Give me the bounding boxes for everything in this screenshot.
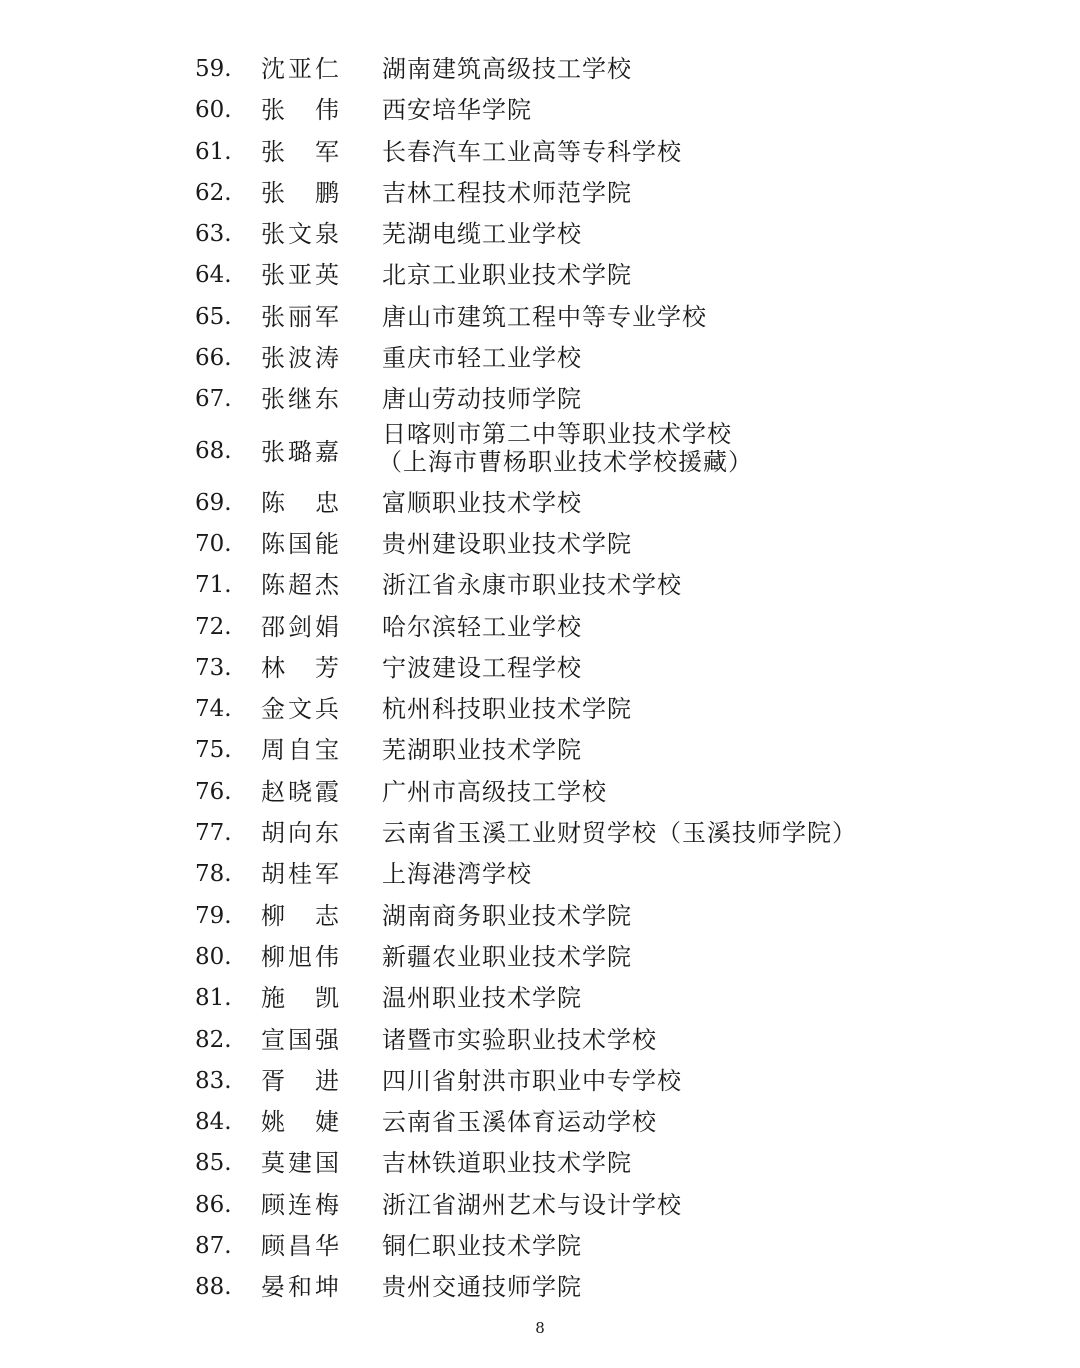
entry-number: 67.	[195, 386, 232, 413]
school-name: 北京工业职业技术学院	[382, 261, 632, 290]
school-name: 唐山劳动技师学院	[382, 385, 582, 414]
school-name: 杭州科技职业技术学院	[382, 695, 632, 724]
person-name: 陈超杰	[261, 571, 339, 600]
school-name: 西安培华学院	[382, 96, 532, 125]
list-item	[0, 1225, 1080, 1266]
list-item	[0, 482, 1080, 523]
person-name: 周自宝	[261, 736, 339, 765]
person-name: 邵剑娟	[261, 612, 339, 641]
entry-number: 83.	[195, 1067, 232, 1094]
list-item	[0, 378, 1080, 419]
entry-number: 64.	[195, 262, 232, 289]
person-name: 顾连梅	[261, 1190, 339, 1219]
school-name: 湖南商务职业技术学院	[382, 901, 632, 930]
list-item	[0, 172, 1080, 213]
list-item	[0, 1142, 1080, 1183]
page-number: 8	[535, 1319, 545, 1337]
entry-number: 60.	[195, 97, 232, 124]
list-item	[0, 1101, 1080, 1142]
school-name: 吉林铁道职业技术学院	[382, 1149, 632, 1178]
list-item	[0, 48, 1080, 89]
school-name: 芜湖电缆工业学校	[382, 220, 582, 249]
list-item	[0, 936, 1080, 977]
list-item	[0, 89, 1080, 130]
entry-number: 68.	[195, 437, 232, 464]
list-item	[0, 1184, 1080, 1225]
entry-number: 66.	[195, 345, 232, 372]
school-name: 芜湖职业技术学院	[382, 736, 582, 765]
list-item	[0, 523, 1080, 564]
entry-number: 86.	[195, 1191, 232, 1218]
list-item	[0, 337, 1080, 378]
person-name: 柳志	[261, 901, 339, 930]
list-item	[0, 771, 1080, 812]
entry-number: 82.	[195, 1026, 232, 1053]
person-name: 莫建国	[261, 1149, 339, 1178]
school-name: 重庆市轻工业学校	[382, 344, 582, 373]
school-name-main: 日喀则市第二中等职业技术学校	[382, 419, 732, 448]
school-name: 唐山市建筑工程中等专业学校	[382, 302, 707, 331]
person-name: 姚婕	[261, 1108, 339, 1137]
person-name: 张波涛	[261, 344, 339, 373]
list-item	[0, 296, 1080, 337]
entry-number: 87.	[195, 1233, 232, 1260]
school-name: 哈尔滨轻工业学校	[382, 612, 582, 641]
list-item	[0, 564, 1080, 605]
entry-number: 73.	[195, 654, 232, 681]
person-name: 金文兵	[261, 695, 339, 724]
entry-number: 77.	[195, 820, 232, 847]
school-name: 浙江省永康市职业技术学校	[382, 571, 682, 600]
person-name: 张璐嘉	[261, 437, 339, 466]
entry-number: 78.	[195, 861, 232, 888]
list-item	[0, 647, 1080, 688]
school-name: 云南省玉溪体育运动学校	[382, 1108, 657, 1137]
list-item	[0, 729, 1080, 770]
school-name: 温州职业技术学院	[382, 984, 582, 1013]
list-item	[0, 1060, 1080, 1101]
list-item	[0, 1019, 1080, 1060]
person-name: 张军	[261, 137, 339, 166]
school-name: 四川省射洪市职业中专学校	[382, 1066, 682, 1095]
person-name: 张亚英	[261, 261, 339, 290]
person-name: 张继东	[261, 385, 339, 414]
person-name: 林芳	[261, 653, 339, 682]
list-item	[0, 254, 1080, 295]
entry-number: 65.	[195, 303, 232, 330]
school-name: 上海港湾学校	[382, 860, 532, 889]
school-name: 吉林工程技术师范学院	[382, 178, 632, 207]
person-name: 胥进	[261, 1066, 339, 1095]
person-name: 张伟	[261, 96, 339, 125]
list-item	[0, 812, 1080, 853]
entry-number: 75.	[195, 737, 232, 764]
person-name: 顾昌华	[261, 1232, 339, 1261]
school-name: 宁波建设工程学校	[382, 653, 582, 682]
entry-number: 76.	[195, 778, 232, 805]
list-item	[0, 1266, 1080, 1307]
list-item	[0, 977, 1080, 1018]
person-name: 晏和坤	[261, 1273, 339, 1302]
entry-number: 63.	[195, 221, 232, 248]
entry-number: 80.	[195, 943, 232, 970]
entry-number: 72.	[195, 613, 232, 640]
person-name: 施凯	[261, 984, 339, 1013]
entry-number: 69.	[195, 489, 232, 516]
school-name: 广州市高级技工学校	[382, 777, 607, 806]
list-item	[0, 853, 1080, 894]
person-name: 张文泉	[261, 220, 339, 249]
school-name: 铜仁职业技术学院	[382, 1232, 582, 1261]
school-name: 长春汽车工业高等专科学校	[382, 137, 682, 166]
school-name: 湖南建筑高级技工学校	[382, 55, 632, 83]
person-name: 张丽军	[261, 302, 339, 331]
school-name	[378, 419, 942, 476]
person-name: 陈忠	[261, 488, 339, 517]
name-list	[0, 48, 1080, 1308]
person-name: 胡向东	[261, 819, 339, 848]
list-item	[0, 688, 1080, 729]
person-name: 陈国能	[261, 529, 339, 558]
school-name-note: （上海市曹杨职业技术学校援藏）	[378, 447, 753, 476]
entry-number: 70.	[195, 530, 232, 557]
list-item	[0, 895, 1080, 936]
list-item	[0, 420, 1080, 482]
entry-number: 81.	[195, 985, 232, 1012]
school-name: 浙江省湖州艺术与设计学校	[382, 1190, 682, 1219]
school-name: 云南省玉溪工业财贸学校（玉溪技师学院）	[382, 819, 857, 848]
entry-number: 59.	[195, 56, 232, 82]
person-name: 张鹏	[261, 178, 339, 207]
school-name: 贵州交通技师学院	[382, 1273, 582, 1302]
entry-number: 88.	[195, 1274, 232, 1301]
entry-number: 84.	[195, 1109, 232, 1136]
list-item	[0, 131, 1080, 172]
list-item	[0, 606, 1080, 647]
entry-number: 62.	[195, 179, 232, 206]
person-name: 赵晓霞	[261, 777, 339, 806]
person-name: 沈亚仁	[261, 55, 339, 83]
entry-number: 71.	[195, 572, 232, 599]
entry-number: 74.	[195, 696, 232, 723]
person-name: 宣国强	[261, 1025, 339, 1054]
person-name: 柳旭伟	[261, 942, 339, 971]
school-name: 诸暨市实验职业技术学校	[382, 1025, 657, 1054]
list-item	[0, 213, 1080, 254]
school-name: 新疆农业职业技术学院	[382, 942, 632, 971]
school-name: 贵州建设职业技术学院	[382, 529, 632, 558]
school-name: 富顺职业技术学校	[382, 488, 582, 517]
entry-number: 85.	[195, 1150, 232, 1177]
entry-number: 79.	[195, 902, 232, 929]
entry-number: 61.	[195, 138, 232, 165]
person-name: 胡桂军	[261, 860, 339, 889]
